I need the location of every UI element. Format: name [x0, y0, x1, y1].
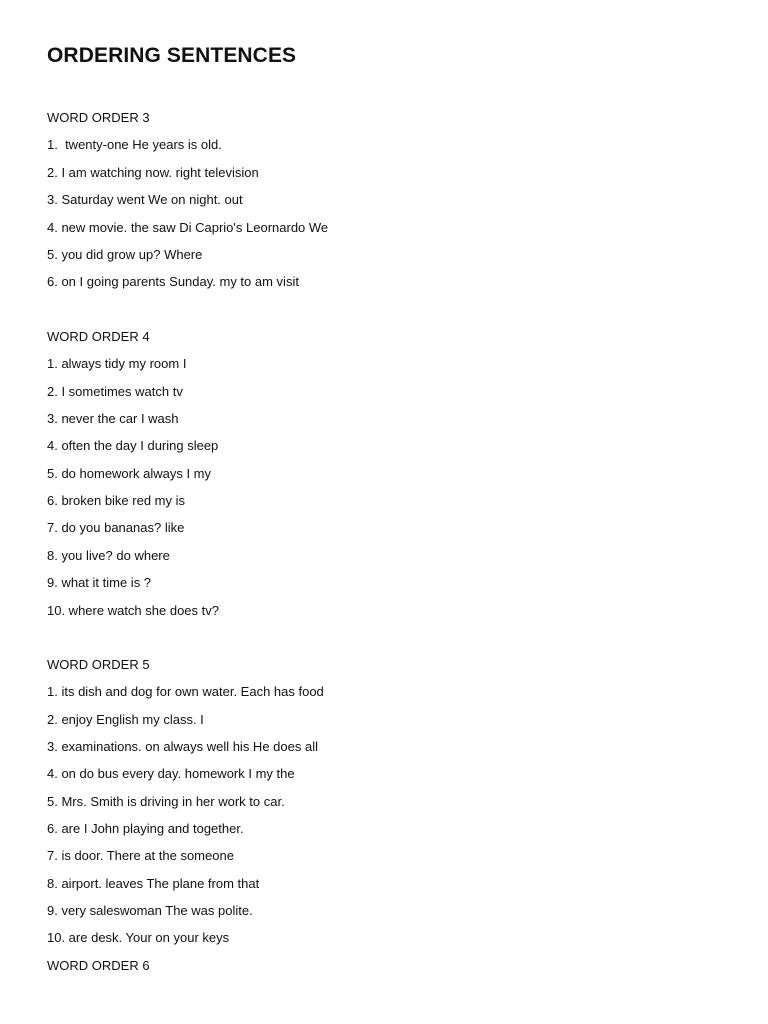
sentence-item: 10. are desk. Your on your keys: [47, 930, 230, 946]
sentence-item: 3. never the car I wash: [47, 411, 179, 427]
sentence-item: 5. Mrs. Smith is driving in her work to car.: [47, 793, 285, 809]
sentence-item: 6. broken bike red my is: [47, 493, 186, 509]
section-heading: WORD ORDER 6: [47, 958, 150, 973]
sentence-item: 8. airport. leaves The plane from that: [47, 875, 260, 891]
sentence-item: 5. you did grow up? Where: [47, 247, 203, 262]
sentence-item: 2. I sometimes watch tv: [47, 383, 183, 399]
section-heading: WORD ORDER 4: [47, 329, 150, 344]
section-heading: WORD ORDER 5: [47, 657, 150, 672]
sentence-item: 1. its dish and dog for own water. Each has food: [47, 684, 324, 700]
sentence-item: 7. do you bananas? like: [47, 520, 185, 536]
sentence-item: 9. very saleswoman The was polite.: [47, 902, 253, 918]
sentence-item: 3. Saturday went We on night. out: [47, 192, 243, 208]
sentence-item: 10. where watch she does tv?: [47, 602, 219, 618]
sentence-item: 4. new movie. the saw Di Caprio's Leornardo We: [47, 219, 329, 235]
sentence-item: 4. on do bus every day. homework I my the: [47, 766, 295, 782]
sentence-item: 6. on I going parents Sunday. my to am visit: [47, 274, 299, 290]
page-title: ORDERING SENTENCES: [47, 44, 297, 67]
sentence-item: 7. is door. There at the someone: [47, 848, 234, 864]
sentence-item: 8. you live? do where: [47, 547, 170, 563]
sentence-item: 1. always tidy my room I: [47, 356, 187, 372]
sentence-item: 4. often the day I during sleep: [47, 438, 219, 454]
section-heading: WORD ORDER 3: [47, 110, 150, 125]
sentence-item: 3. examinations. on always well his He does all: [47, 738, 318, 754]
sentence-item: 5. do homework always I my: [47, 465, 212, 481]
sentence-item: 2. I am watching now. right television: [47, 164, 259, 180]
sentence-item: 2. enjoy English my class. I: [47, 711, 204, 727]
sentence-item: 9. what it time is ?: [47, 575, 152, 591]
sentence-item: 1. twenty-one He years is old.: [47, 137, 222, 153]
sentence-item: 6. are I John playing and together.: [47, 820, 244, 836]
